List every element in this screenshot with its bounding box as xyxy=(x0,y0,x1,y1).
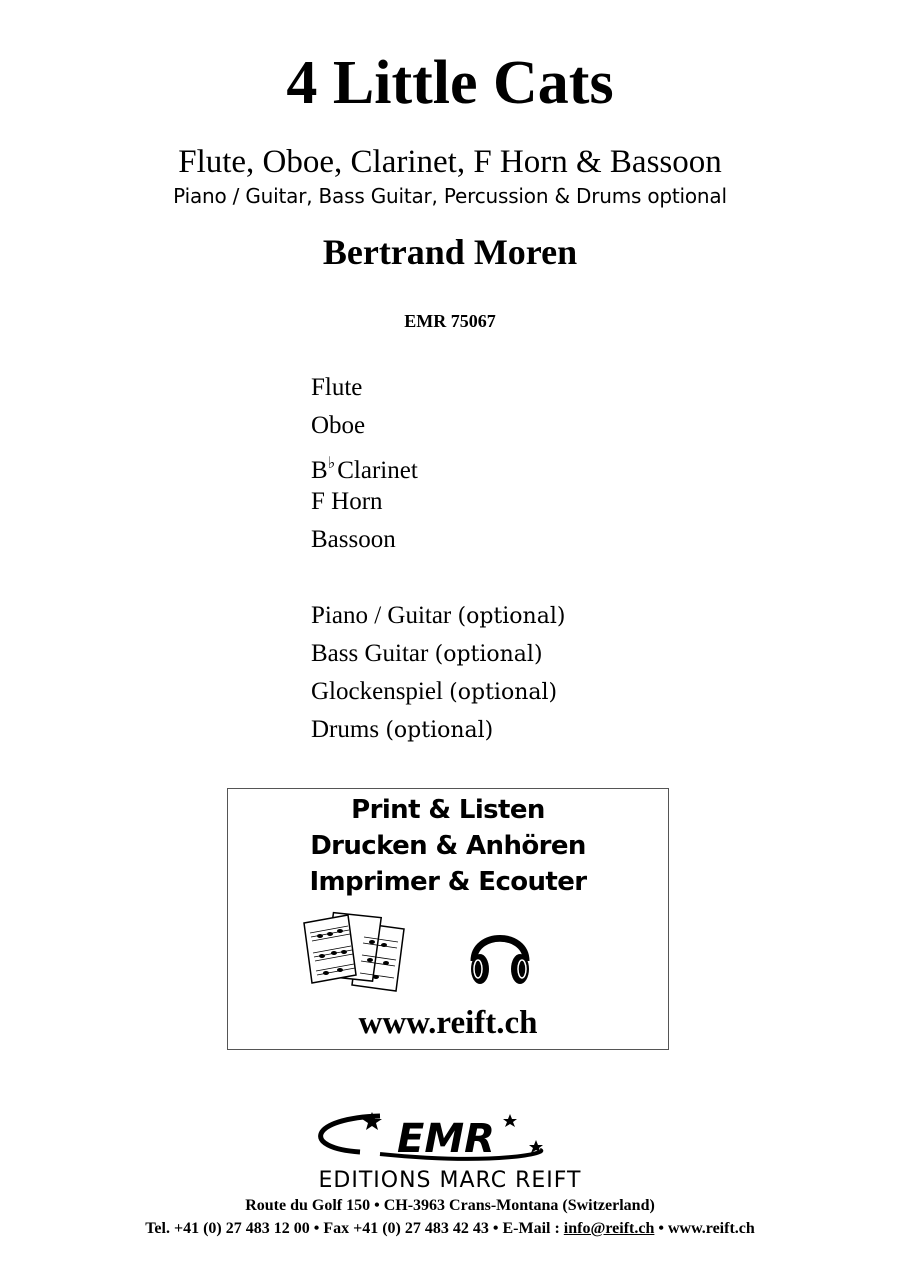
part-horn: F Horn xyxy=(311,488,383,515)
contact-website: • www.reift.ch xyxy=(654,1220,755,1237)
optional-note: (optional) xyxy=(457,604,566,629)
emr-logo xyxy=(300,1110,600,1168)
composer: Bertrand Moren xyxy=(322,232,578,272)
part-optional xyxy=(311,673,565,711)
publisher-contact xyxy=(0,1221,900,1237)
title: 4 Little Cats xyxy=(286,49,614,117)
contact-phone-fax: Tel. +41 (0) 27 483 12 00 • Fax +41 (0) 27 483 42 43 • E-Mail : xyxy=(145,1220,564,1237)
optional-note: (optional) xyxy=(385,718,494,743)
promo-url: www.reift.ch xyxy=(358,1005,538,1041)
part-oboe: Oboe xyxy=(311,412,366,439)
part-flute: Flute xyxy=(311,374,363,401)
part-bassoon: Bassoon xyxy=(311,526,396,553)
promo-line-de: Drucken & Anhören xyxy=(310,831,586,861)
clarinet-key: B xyxy=(311,457,328,484)
clarinet-label: Clarinet xyxy=(337,457,418,484)
print-listen-box xyxy=(227,788,669,1050)
headphones-icon xyxy=(464,917,536,989)
optional-note: (optional) xyxy=(434,642,543,667)
optional-instrumentation: Piano / Guitar, Bass Guitar, Percussion & Drums optional xyxy=(173,184,727,208)
instrumentation: Flute, Oboe, Clarinet, F Horn & Bassoon xyxy=(178,144,722,180)
promo-line-en: Print & Listen xyxy=(351,795,545,825)
part-name: Drums xyxy=(311,716,380,743)
promo-line-fr: Imprimer & Ecouter xyxy=(309,867,587,897)
optional-note: (optional) xyxy=(449,680,558,705)
part-name: Piano / Guitar xyxy=(311,602,452,629)
flat-sign: ♭ xyxy=(327,455,336,472)
sheet-music-icon xyxy=(300,909,412,995)
catalog-number: EMR 75067 xyxy=(404,311,496,331)
logo-text: EMR xyxy=(397,1116,495,1162)
part-optional xyxy=(311,711,565,749)
part-optional xyxy=(311,597,565,635)
publisher-address: Route du Golf 150 • CH-3963 Crans-Montana (Switzerland) xyxy=(245,1197,655,1214)
parts-list xyxy=(311,369,565,749)
part-name: Glockenspiel xyxy=(311,678,443,705)
part-name: Bass Guitar xyxy=(311,640,429,667)
email-link[interactable]: info@reift.ch xyxy=(563,1220,655,1237)
publisher-name: EDITIONS MARC REIFT xyxy=(318,1168,582,1193)
part-clarinet xyxy=(311,445,565,483)
part-optional xyxy=(311,635,565,673)
parts-spacer xyxy=(311,559,565,597)
